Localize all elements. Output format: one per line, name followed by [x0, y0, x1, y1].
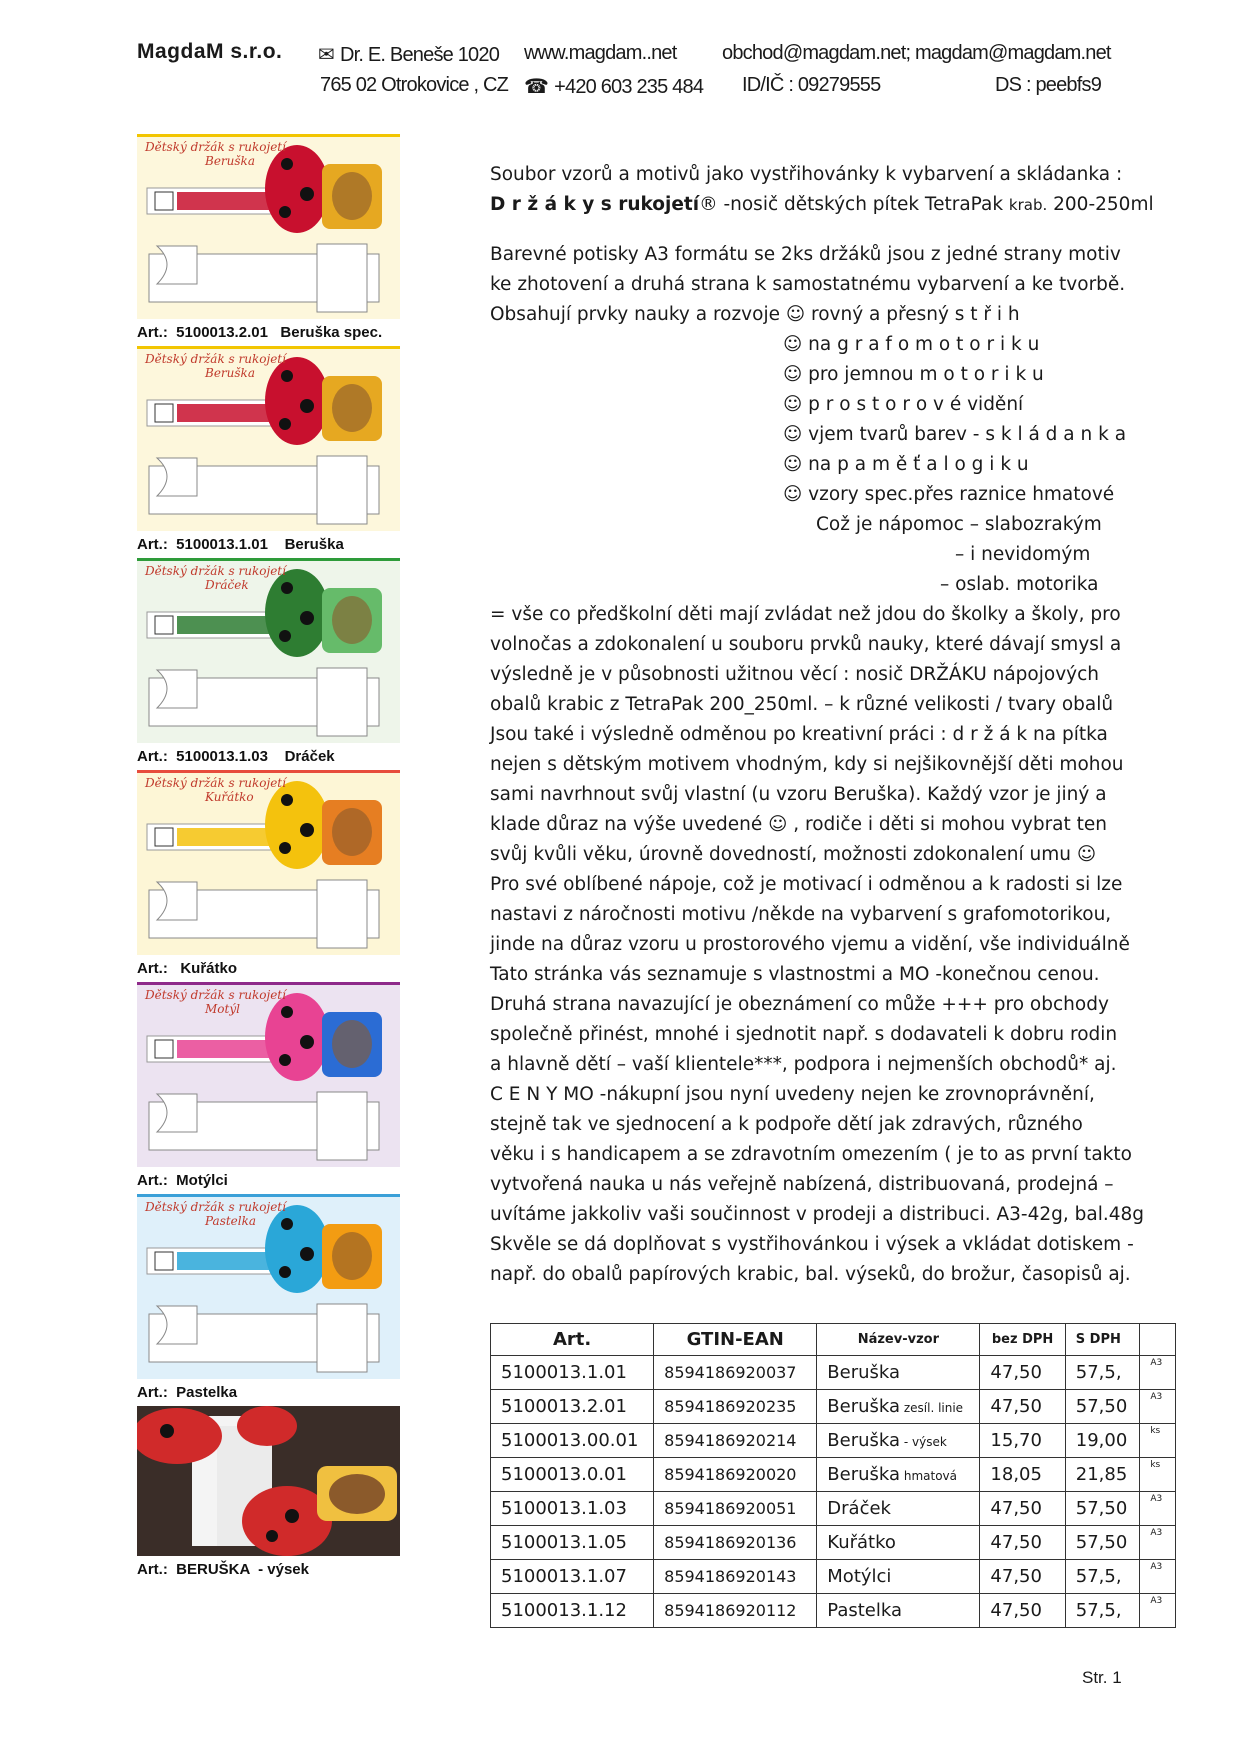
price-net: 47,50 [980, 1356, 1065, 1390]
body-line: klade důraz na výše uvedené ☺ , rodiče i děti si mohou vybrat ten [490, 814, 1108, 835]
page-number: Str. 1 [1082, 1668, 1122, 1687]
col-gtin: GTIN-EAN [654, 1324, 817, 1356]
price-net: 47,50 [980, 1526, 1065, 1560]
product-title: Dětský držák s rukojetí Beruška [145, 352, 286, 380]
gtin-ean: 8594186920112 [654, 1594, 817, 1628]
table-row [491, 1526, 1176, 1560]
product-caption: Art.: BERUŠKA - výsek [137, 1561, 309, 1578]
body-line: C E N Y MO -nákupní jsou nyní uvedeny nejen ke zrovnoprávnění, [490, 1084, 1095, 1105]
help-line2: – i nevidomým [955, 544, 1091, 565]
product-caption: Art.: 5100013.1.03 Dráček [137, 748, 335, 765]
email-links[interactable]: obchod@magdam.net; magdam@magdam.net [722, 42, 1111, 64]
product-name-cell: Motýlci [817, 1560, 980, 1594]
product-title: Dětský držák s rukojetí Kuřátko [145, 776, 286, 804]
price-net: 18,05 [980, 1458, 1065, 1492]
unit: A3 [1140, 1356, 1176, 1390]
help-line3: – oslab. motorika [940, 574, 1099, 595]
product-caption: Art.: Kuřátko [137, 960, 238, 977]
desc-line1: Barevné potisky A3 formátu se 2ks držáků jsou z jedné strany motiv [490, 244, 1121, 265]
benefit-item: ☺ na g r a f o m o t o r i k u [783, 334, 1040, 355]
product-name-cell: Beruška - výsek [817, 1424, 980, 1458]
product-caption: Art.: Pastelka [137, 1384, 238, 1401]
art-number: 5100013.00.01 [491, 1424, 654, 1458]
body-line: uvítáme jakkoliv vaši součinnost v prodeji a distribuci. A3-42g, bal.48g [490, 1204, 1145, 1225]
body-line: výsledně je v působnosti užitnou věcí : nosič DRŽÁKU nápojových [490, 664, 1099, 685]
gtin-ean: 8594186920214 [654, 1424, 817, 1458]
product-image [137, 1406, 400, 1556]
body-line: Jsou také i výsledně odměnou po kreativní práci : d r ž á k na pítka [490, 724, 1108, 745]
address-line1: ✉ Dr. E. Beneše 1020 [318, 44, 500, 66]
gtin-ean: 8594186920136 [654, 1526, 817, 1560]
address-line2: 765 02 Otrokovice , CZ [320, 74, 509, 96]
body-line: volnočas a zdokonalení u souboru prvků nauky, které dávají smysl a [490, 634, 1122, 655]
art-number: 5100013.1.05 [491, 1526, 654, 1560]
product-image [137, 982, 400, 1167]
price-vat: 57,5, [1065, 1594, 1140, 1628]
data-box-id: DS : peebfs9 [995, 74, 1102, 96]
benefit-item: ☺ na p a m ě ť a l o g i k u [783, 454, 1029, 475]
table-row [491, 1492, 1176, 1526]
product-image [137, 770, 400, 955]
col-price-net: bez DPH [980, 1324, 1065, 1356]
art-number: 5100013.2.01 [491, 1390, 654, 1424]
product-caption: Art.: 5100013.1.01 Beruška [137, 536, 344, 553]
art-number: 5100013.1.01 [491, 1356, 654, 1390]
col-art: Art. [491, 1324, 654, 1356]
price-vat: 57,50 [1065, 1390, 1140, 1424]
price-vat: 19,00 [1065, 1424, 1140, 1458]
body-line: jinde na důraz vzoru u prostorového vjemu a vidění, vše individuálně [490, 934, 1130, 955]
unit: ks [1140, 1458, 1176, 1492]
gtin-ean: 8594186920051 [654, 1492, 817, 1526]
col-name: Název-vzor [817, 1324, 980, 1356]
intro-line1: Soubor vzorů a motivů jako vystřihovánky k vybarvení a skládanka : [490, 164, 1123, 185]
product-name-cell: Pastelka [817, 1594, 980, 1628]
product-name: D r ž á k y s rukojetí [490, 194, 700, 215]
unit: A3 [1140, 1492, 1176, 1526]
product-title: Dětský držák s rukojetí Beruška [145, 140, 286, 168]
product-image [137, 134, 400, 319]
product-title: Dětský držák s rukojetí Pastelka [145, 1200, 286, 1228]
product-title: Dětský držák s rukojetí Motýl [145, 988, 286, 1016]
body-line: Tato stránka vás seznamuje s vlastnostmi a MO -konečnou cenou. [490, 964, 1100, 985]
body-line: věku i s handicapem a se zdravotním omezením ( je to as první takto [490, 1144, 1132, 1165]
unit: A3 [1140, 1594, 1176, 1628]
intro-line2: D r ž á k y s rukojetí® -nosič dětských pítek TetraPak krab. 200-250ml [490, 194, 1154, 215]
body-line: sami navrhnout svůj vlastní (u vzoru Beruška). Každý vzor je jiný a [490, 784, 1107, 805]
price-vat: 57,5, [1065, 1560, 1140, 1594]
phone-icon: ☎ [524, 76, 549, 98]
price-table [490, 1323, 1176, 1628]
body-line: nastavi z náročnosti motivu /někde na vybarvení s grafomotorikou, [490, 904, 1112, 925]
price-net: 47,50 [980, 1492, 1065, 1526]
body-line: společně přinést, mnohé i sjednotit např. s dodavateli k dobru rodin [490, 1024, 1118, 1045]
table-row [491, 1560, 1176, 1594]
website-link[interactable]: www.magdam..net [524, 42, 677, 64]
benefit-item: ☺ vzory spec.přes raznice hmatové [783, 484, 1115, 505]
benefit-item: ☺ p r o s t o r o v é vidění [783, 394, 1024, 415]
col-unit [1140, 1324, 1176, 1356]
art-number: 5100013.1.03 [491, 1492, 654, 1526]
body-line: Pro své oblíbené nápoje, což je motivací i odměnou a k radosti si lze [490, 874, 1123, 895]
table-row [491, 1458, 1176, 1492]
unit: A3 [1140, 1390, 1176, 1424]
table-row [491, 1594, 1176, 1628]
table-row [491, 1356, 1176, 1390]
unit: ks [1140, 1424, 1176, 1458]
envelope-icon: ✉ [318, 44, 334, 66]
art-number: 5100013.1.12 [491, 1594, 654, 1628]
price-vat: 57,50 [1065, 1492, 1140, 1526]
product-name-cell: Beruška [817, 1356, 980, 1390]
table-header-row [491, 1324, 1176, 1356]
gtin-ean: 8594186920235 [654, 1390, 817, 1424]
price-vat: 57,50 [1065, 1526, 1140, 1560]
unit: A3 [1140, 1560, 1176, 1594]
product-title [145, 1412, 205, 1440]
company-id: ID/IČ : 09279555 [742, 74, 881, 96]
body-line: vytvořená nauka u nás veřejně nabízená, distribuovaná, prodejná – [490, 1174, 1114, 1195]
art-number: 5100013.1.07 [491, 1560, 654, 1594]
desc-line3: Obsahují prvky nauky a rozvoje ☺ rovný a přesný s t ř i h [490, 304, 1020, 325]
col-price-vat: S DPH [1065, 1324, 1140, 1356]
table-row [491, 1424, 1176, 1458]
body-line: nejen s dětským motivem vhodným, kdy si nejšikovnější děti mohou [490, 754, 1124, 775]
gtin-ean: 8594186920037 [654, 1356, 817, 1390]
price-vat: 21,85 [1065, 1458, 1140, 1492]
phone-line: ☎ +420 603 235 484 [524, 76, 704, 98]
body-line: Skvěle se dá doplňovat s vystřihovánkou i výsek a vkládat dotiskem - [490, 1234, 1134, 1255]
gtin-ean: 8594186920020 [654, 1458, 817, 1492]
art-number: 5100013.0.01 [491, 1458, 654, 1492]
product-caption: Art.: 5100013.2.01 Beruška spec. [137, 324, 383, 341]
benefit-item: ☺ vjem tvarů barev - s k l á d a n k a [783, 424, 1127, 445]
price-vat: 57,5, [1065, 1356, 1140, 1390]
body-line: a hlavně dětí – vaší klientele***, podpora i nejmenších obchodů* aj. [490, 1054, 1117, 1075]
product-name-cell: Beruška zesíl. linie [817, 1390, 980, 1424]
company-name: MagdaM s.r.o. [137, 40, 283, 63]
price-net: 47,50 [980, 1594, 1065, 1628]
product-image [137, 558, 400, 743]
product-image [137, 346, 400, 531]
body-line: Druhá strana navazující je obeznámení co může +++ pro obchody [490, 994, 1109, 1015]
desc-line2: ke zhotovení a druhá strana k samostatnému vybarvení a ke tvorbě. [490, 274, 1126, 295]
benefit-item: ☺ pro jemnou m o t o r i k u [783, 364, 1044, 385]
product-name-cell: Dráček [817, 1492, 980, 1526]
price-net: 15,70 [980, 1424, 1065, 1458]
price-net: 47,50 [980, 1390, 1065, 1424]
unit: A3 [1140, 1526, 1176, 1560]
table-row [491, 1390, 1176, 1424]
body-line: např. do obalů papírových krabic, bal. výseků, do brožur, časopisů aj. [490, 1264, 1131, 1285]
help-line1: Což je nápomoc – slabozrakým [816, 514, 1102, 535]
gtin-ean: 8594186920143 [654, 1560, 817, 1594]
product-title: Dětský držák s rukojetí Dráček [145, 564, 286, 592]
body-line: obalů krabic z TetraPak 200_250ml. – k různé velikosti / tvary obalů [490, 694, 1114, 715]
body-line: svůj kvůli věku, úrovně dovedností, možnosti zdokonalení umu ☺ [490, 844, 1097, 865]
price-net: 47,50 [980, 1560, 1065, 1594]
product-name-cell: Kuřátko [817, 1526, 980, 1560]
product-name-cell: Beruška hmatová [817, 1458, 980, 1492]
body-line: = vše co předškolní děti mají zvládat než jdou do školky a školy, pro [490, 604, 1121, 625]
product-image [137, 1194, 400, 1379]
product-caption: Art.: Motýlci [137, 1172, 228, 1189]
body-line: stejně tak ve sjednocení a k podpoře dětí jak zdravých, různého [490, 1114, 1083, 1135]
